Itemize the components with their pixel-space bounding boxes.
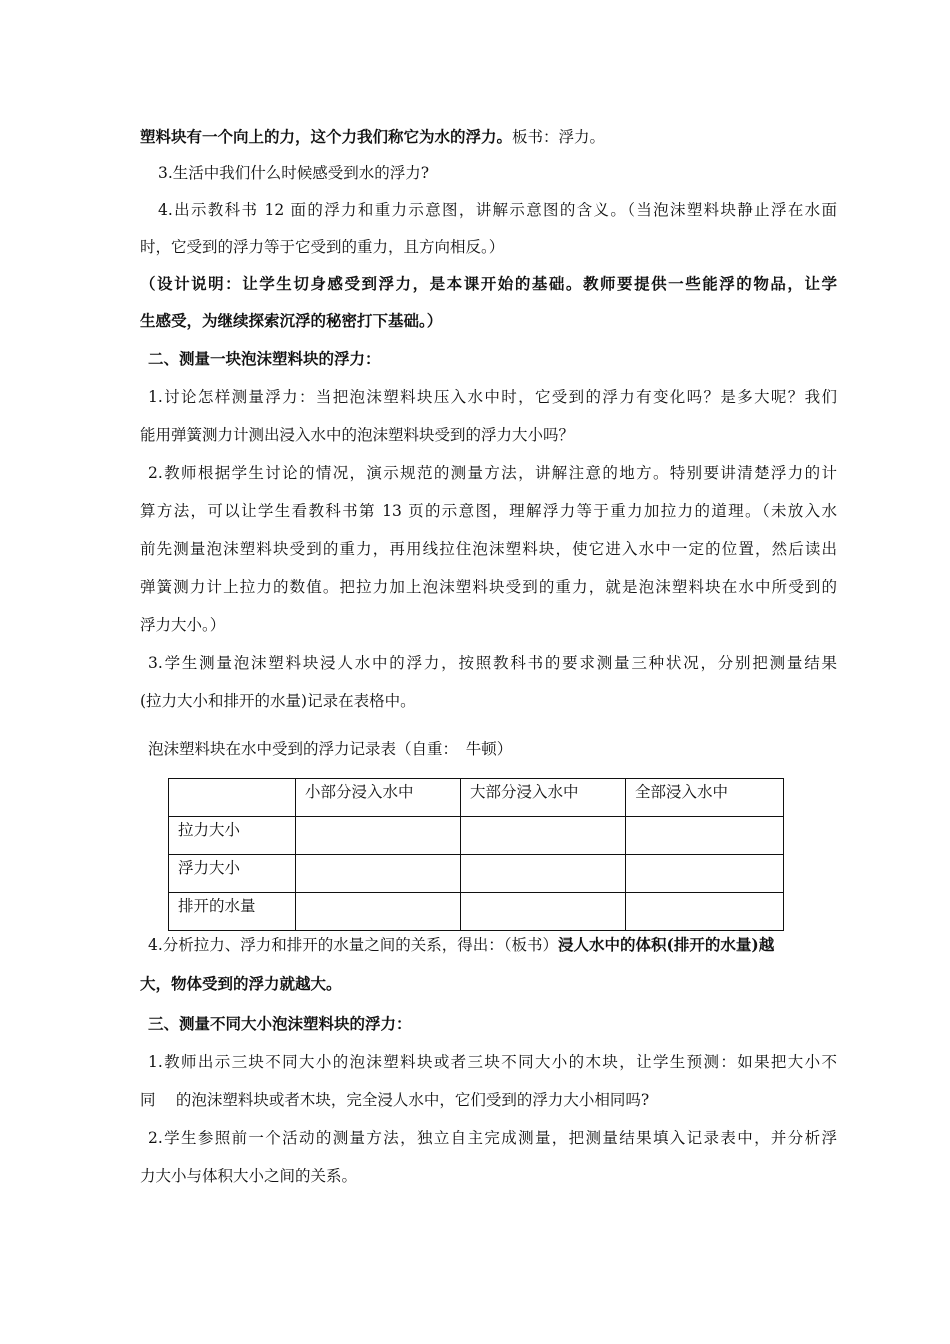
design-note-line-2: 生感受，为继续探索沉浮的秘密打下基础。）: [140, 311, 443, 330]
table-cell: [461, 855, 626, 893]
table-cell: [626, 817, 784, 855]
section-2-heading: 二、测量一块泡沫塑料块的浮力：: [148, 349, 381, 368]
section-2-item-2-line-1: 2.教师根据学生讨论的情况，演示规范的测量方法，讲解注意的地方。特别要讲清楚浮力的计: [148, 464, 837, 482]
blackboard-note: 板书：浮力。: [512, 128, 606, 146]
section-2-item-1-line-1: 1.讨论怎样测量浮力：当把泡沫塑料块压入水中时，它受到的浮力有变化吗？是多大呢？我们: [148, 388, 837, 406]
step-4-line-1: 4.出示教科书 12 面的浮力和重力示意图，讲解示意图的含义。（当泡沫塑料块静止浮在水面: [158, 201, 837, 219]
table-row: [169, 893, 784, 931]
design-note-line-1: （设计说明：让学生切身感受到浮力，是本课开始的基础。教师要提供一些能浮的物品，让学: [140, 274, 837, 293]
section-2-item-3-line-2: (拉力大小和排开的水量)记录在表格中。: [140, 692, 416, 710]
section-2-item-2-line-2: 算方法，可以让学生看教科书第 13 页的示意图，理解浮力等于重力加拉力的道理。（未放入水: [140, 502, 837, 520]
table-caption: 泡沫塑料块在水中受到的浮力记录表（自重： 牛顿）: [148, 740, 513, 758]
table-header-cell: 大部分浸入水中: [461, 779, 626, 817]
section-2-item-2-line-5: 浮力大小。）: [140, 616, 226, 634]
table-cell: [626, 855, 784, 893]
buoyancy-record-table: [168, 778, 784, 931]
section-3-item-2-line-2: 力大小与体积大小之间的关系。: [140, 1167, 358, 1185]
table-cell: [626, 893, 784, 931]
table-header-cell: [169, 779, 296, 817]
buoyancy-definition-bold: 塑料块有一个向上的力，这个力我们称它为水的浮力。: [140, 127, 513, 146]
section-2-item-4-line-1: [148, 934, 774, 956]
section-2-item-3-line-1: 3.学生测量泡沫塑料块浸人水中的浮力，按照教科书的要求测量三种状况，分别把测量结果: [148, 654, 837, 672]
table-row: [169, 817, 784, 855]
section-3-item-1-line-1: 1.教师出示三块不同大小的泡沫塑料块或者三块不同大小的木块，让学生预测：如果把大小不: [148, 1053, 837, 1071]
row-label: 拉力大小: [169, 817, 296, 855]
table-cell: [296, 817, 461, 855]
row-label: 排开的水量: [169, 893, 296, 931]
step-4-line-2: 时，它受到的浮力等于它受到的重力，且方向相反。）: [140, 238, 505, 256]
section-3-heading: 三、测量不同大小泡沫塑料块的浮力：: [148, 1014, 412, 1033]
section-3-item-2-line-1: 2.学生参照前一个活动的测量方法，独立自主完成测量，把测量结果填入记录表中，并分析浮: [148, 1129, 837, 1147]
table-header-cell: 小部分浸入水中: [296, 779, 461, 817]
table-header-row: [169, 779, 784, 817]
table-cell: [296, 893, 461, 931]
section-3-item-1-line-2: 同 的泡沫塑料块或者木块，完全浸人水中，它们受到的浮力大小相同吗?: [140, 1091, 650, 1109]
table-cell: [461, 817, 626, 855]
paragraph-buoyancy-definition: [140, 126, 605, 148]
item-4-normal-text: 4.分析拉力、浮力和排开的水量之间的关系，得出：（板书）: [148, 936, 559, 954]
section-2-item-2-line-3: 前先测量泡沫塑料块受到的重力，再用线拉住泡沫塑料块，使它进入水中一定的位置，然后读出: [140, 540, 837, 558]
row-label: 浮力大小: [169, 855, 296, 893]
section-2-item-2-line-4: 弹簧测力计上拉力的数值。把拉力加上泡沫塑料块受到的重力，就是泡沫塑料块在水中所受到的: [140, 578, 837, 596]
section-2-item-4-line-2: 大，物体受到的浮力就越大。: [140, 974, 342, 993]
table-cell: [296, 855, 461, 893]
step-3-question: 3.生活中我们什么时候感受到水的浮力?: [158, 164, 430, 182]
table-cell: [461, 893, 626, 931]
table-header-cell: 全部浸入水中: [626, 779, 784, 817]
item-4-bold-text: 浸人水中的体积(排开的水量)越: [558, 935, 775, 954]
section-2-item-1-line-2: 能用弹簧测力计测出浸入水中的泡沫塑料块受到的浮力大小吗？: [140, 426, 575, 444]
table-row: [169, 855, 784, 893]
